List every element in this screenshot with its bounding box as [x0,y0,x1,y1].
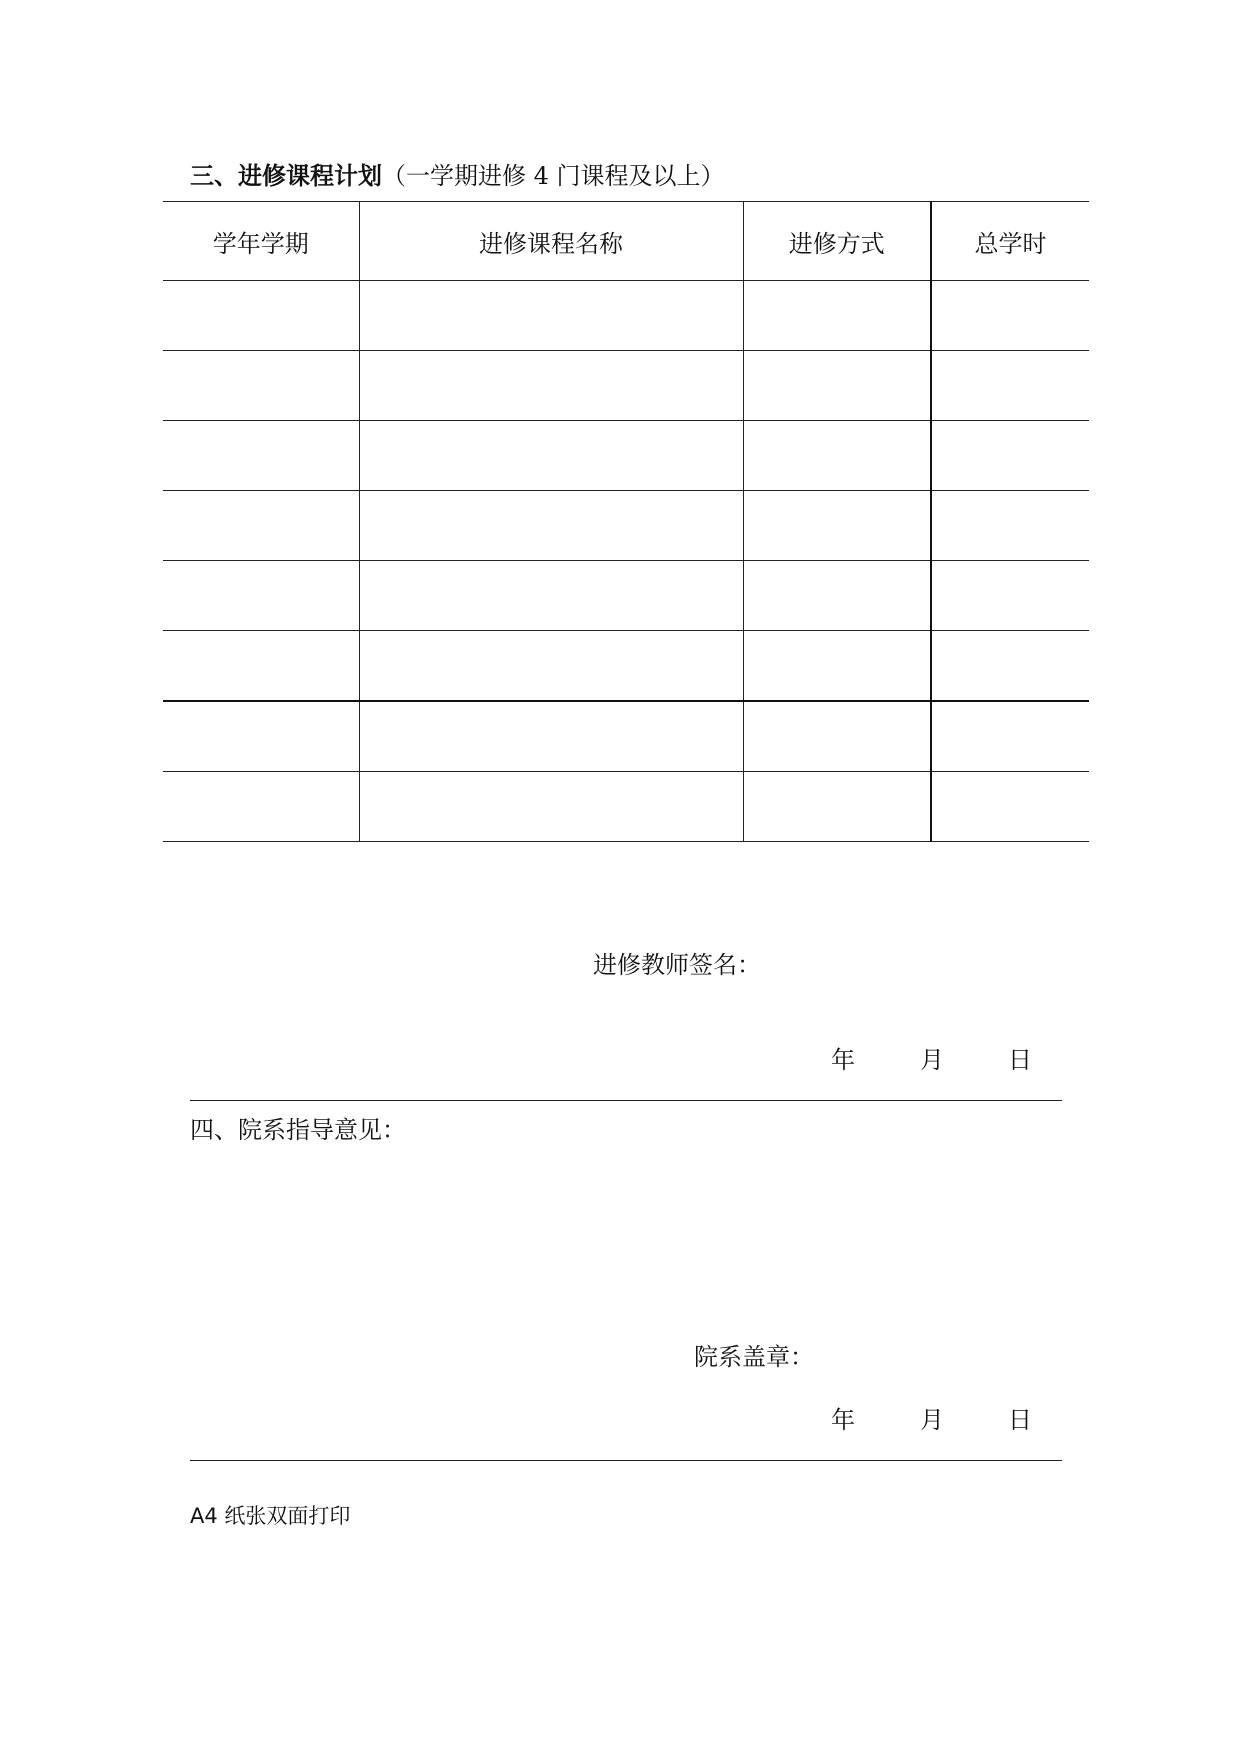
signature-day-label: 日 [1008,1046,1032,1074]
table-row [163,421,1089,491]
department-stamp-label: 院系盖章： [694,1343,814,1371]
header-study-mode: 进修方式 [743,202,931,281]
header-course-name: 进修课程名称 [359,202,743,281]
divider-line [190,1460,1062,1461]
cell-academic-term[interactable] [163,281,359,351]
cell-course-name[interactable] [359,421,743,491]
cell-course-name[interactable] [359,281,743,351]
cell-total-hours[interactable] [931,561,1089,631]
cell-study-mode[interactable] [743,421,931,491]
cell-academic-term[interactable] [163,631,359,702]
cell-total-hours[interactable] [931,281,1089,351]
header-academic-term: 学年学期 [163,202,359,281]
cell-total-hours[interactable] [931,701,1089,772]
department-opinion-label: 四、院系指导意见： [190,1116,406,1144]
course-plan-table [163,201,1089,842]
cell-total-hours[interactable] [931,631,1089,702]
section-3-title-main: 三、进修课程计划 [190,162,382,190]
table-header-row [163,202,1089,281]
table-row [163,631,1089,702]
divider-line [190,1100,1062,1101]
cell-academic-term[interactable] [163,701,359,772]
teacher-signature-label: 进修教师签名： [593,951,761,979]
cell-academic-term[interactable] [163,421,359,491]
cell-study-mode[interactable] [743,631,931,702]
cell-course-name[interactable] [359,561,743,631]
cell-study-mode[interactable] [743,281,931,351]
cell-course-name[interactable] [359,631,743,702]
table-row [163,351,1089,421]
table-row [163,561,1089,631]
cell-study-mode[interactable] [743,561,931,631]
cell-study-mode[interactable] [743,491,931,561]
header-total-hours: 总学时 [931,202,1089,281]
cell-course-name[interactable] [359,701,743,772]
cell-course-name[interactable] [359,491,743,561]
signature-month-label: 月 [920,1046,944,1074]
cell-academic-term[interactable] [163,561,359,631]
stamp-day-label: 日 [1008,1406,1032,1434]
section-3-title-note: （一学期进修 4 门课程及以上） [382,162,725,190]
cell-academic-term[interactable] [163,491,359,561]
signature-year-label: 年 [831,1046,855,1074]
cell-total-hours[interactable] [931,421,1089,491]
cell-total-hours[interactable] [931,351,1089,421]
cell-course-name[interactable] [359,351,743,421]
cell-study-mode[interactable] [743,701,931,772]
cell-academic-term[interactable] [163,772,359,842]
cell-academic-term[interactable] [163,351,359,421]
table-row [163,701,1089,772]
table-row [163,491,1089,561]
section-3-title [190,160,725,192]
cell-study-mode[interactable] [743,772,931,842]
cell-total-hours[interactable] [931,772,1089,842]
cell-course-name[interactable] [359,772,743,842]
stamp-month-label: 月 [920,1406,944,1434]
cell-total-hours[interactable] [931,491,1089,561]
cell-study-mode[interactable] [743,351,931,421]
table-row [163,772,1089,842]
stamp-year-label: 年 [831,1406,855,1434]
print-note: A4 纸张双面打印 [190,1504,351,1528]
table-row [163,281,1089,351]
